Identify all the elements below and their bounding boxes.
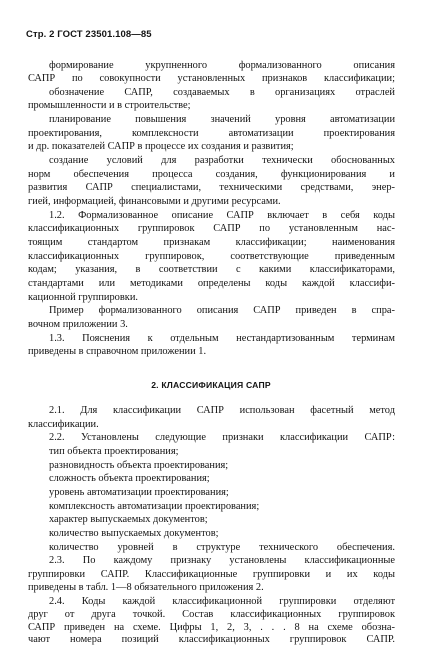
list-item: характер выпускаемых документов; xyxy=(49,514,208,525)
text-line: САПР приведен на схеме. Цифры 1, 2, 3, . . . 8 на схеме обозна- xyxy=(28,622,395,633)
text-line: обозначение САПР, создаваемых в организациях отраслей xyxy=(49,87,395,98)
text-line: стандартами или методиками определены коды каждой классифи- xyxy=(28,278,395,289)
list-item: комплексность автоматизации проектирования; xyxy=(49,501,260,512)
text-line: проектирования, комплексности автоматизации проектирования xyxy=(28,128,395,139)
text-line: классификационных группировок САПР по установленным нас- xyxy=(28,223,395,234)
text-line: формирование укрупненного формализованного описания xyxy=(49,60,395,71)
text-line: классификационных группировок, соответствующие приведенным xyxy=(28,251,395,262)
text-line: создание условий для разработки технически обоснованных xyxy=(49,155,395,166)
list-item: количество уровней в структуре технического обеспечения. xyxy=(49,542,395,553)
text-line: чают номера позиций классификационных группировок САПР. xyxy=(28,634,395,645)
text-line: промышленности и в строительстве; xyxy=(28,100,191,111)
text-line: группировки САПР. Классификационные группировки и их коды xyxy=(28,569,395,580)
text-line: классификации. xyxy=(28,419,99,430)
list-item: уровень автоматизации проектирования; xyxy=(49,487,229,498)
text-line: приведены в справочном приложении 1. xyxy=(28,346,207,357)
list-item: сложность объекта проектирования; xyxy=(49,473,210,484)
text-line: и др. показателей САПР в процессе их создания и развития; xyxy=(28,141,294,152)
text-line: 2.1. Для классификации САПР использован фасетный метод xyxy=(49,405,395,416)
text-line: планирование повышения значений уровня автоматизации xyxy=(49,114,395,125)
text-line: гией, информацией, финансовыми и другими ресурсами. xyxy=(28,196,281,207)
list-item: тип объекта проектирования; xyxy=(49,446,179,457)
text-line: 2.2. Установлены следующие признаки классификации САПР: xyxy=(49,432,395,443)
page-header: Стр. 2 ГОСТ 23501.108—85 xyxy=(26,29,152,40)
text-line: кодам; указания, в соответствии с какими классификаторами, xyxy=(28,264,395,275)
text-line: 2.3. По каждому признаку установлены классификационные xyxy=(49,555,395,566)
section-heading: 2. КЛАССИФИКАЦИЯ САПР xyxy=(151,380,271,390)
text-line: вочном приложении 3. xyxy=(28,319,128,330)
text-line: норм обеспечения процесса создания, функционирования и xyxy=(28,169,395,180)
text-line: 1.2. Формализованное описание САПР включает в себя коды xyxy=(49,210,395,221)
text-line: 2.4. Коды каждой классификационной группировки отделяют xyxy=(49,596,395,607)
text-line: САПР по совокупности установленных признаков классификации; xyxy=(28,73,395,84)
text-line: Пример формализованного описания САПР приведен в спра- xyxy=(49,305,395,316)
list-item: количество выпускаемых документов; xyxy=(49,528,219,539)
text-line: кационной группировки. xyxy=(28,292,138,303)
text-line: развития САПР специалистами, техническими средствами, энер- xyxy=(28,182,395,193)
text-line: приведены в табл. 1—8 обязательного приложения 2. xyxy=(28,582,264,593)
text-line: друг от друга точкой. Состав классификационных группировок xyxy=(28,609,395,620)
list-item: разновидность объекта проектирования; xyxy=(49,460,229,471)
text-line: тоящим стандартом признакам классификации; наименования xyxy=(28,237,395,248)
text-line: 1.3. Пояснения к отдельным нестандартизованным терминам xyxy=(49,333,395,344)
